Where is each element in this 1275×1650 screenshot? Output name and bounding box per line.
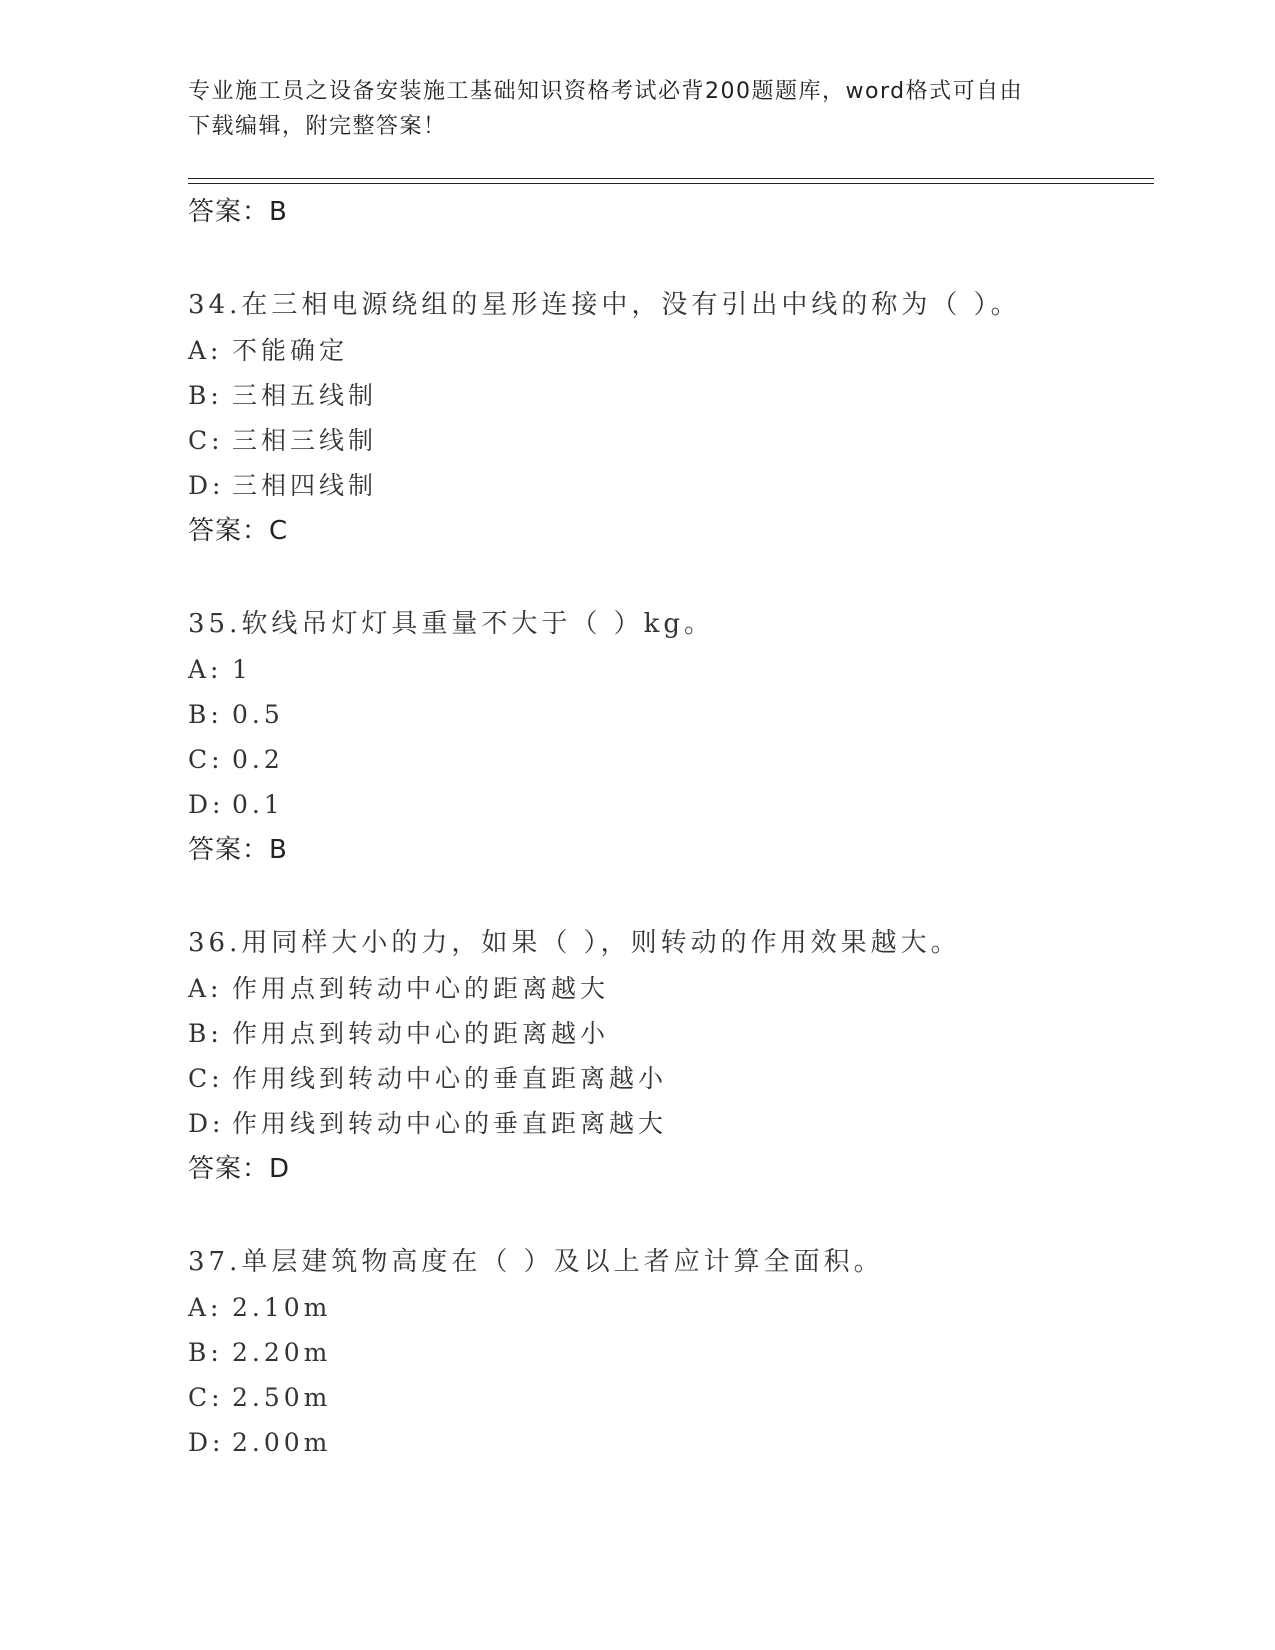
option-c [188,1056,1148,1101]
option-letter: C: [188,426,224,455]
answer-text: 答案：D [188,1154,291,1184]
option-text: 1 [232,655,252,684]
question-text: 37.单层建筑物高度在（ ）及以上者应计算全面积。 [188,1247,884,1277]
option-letter: A: [188,336,223,365]
option-text: 2.00m [232,1428,332,1457]
option-d [188,782,1148,827]
option-text: 0.2 [232,745,284,774]
option-letter: D: [188,471,225,500]
option-text: 作用线到转动中心的垂直距离越小 [232,1064,668,1093]
option-letter: D: [188,790,225,819]
option-text: 不能确定 [232,336,349,365]
option-letter: A: [188,1293,223,1322]
question-list [188,189,1148,1465]
option-text: 2.20m [232,1338,332,1367]
question-block-35 [188,601,1148,873]
document-header [188,74,1088,144]
answer-text: 答案：B [188,835,288,865]
option-a [188,328,1148,373]
header-title-line-1: 专业施工员之设备安装施工基础知识资格考试必背200题题库，word格式可自由 [188,79,1024,104]
option-c [188,1375,1148,1420]
header-divider-bottom [188,183,1154,184]
header-title-line-2: 下载编辑，附完整答案！ [188,114,447,139]
option-b [188,1011,1148,1056]
option-letter: C: [188,1383,224,1412]
header-divider-top [188,178,1154,179]
option-b [188,1330,1148,1375]
option-c [188,418,1148,463]
option-text: 作用点到转动中心的距离越小 [232,1019,610,1048]
option-letter: A: [188,974,223,1003]
option-text: 0.1 [232,790,284,819]
option-text: 作用点到转动中心的距离越大 [232,974,610,1003]
option-text: 0.5 [232,700,284,729]
option-a [188,1285,1148,1330]
option-letter: B: [188,1338,223,1367]
previous-answer: 答案：B [188,197,288,227]
option-letter: C: [188,745,224,774]
option-text: 2.10m [232,1293,332,1322]
question-text: 35.软线吊灯灯具重量不大于（ ）kg。 [188,609,715,639]
option-text: 三相五线制 [232,381,378,410]
option-d [188,463,1148,508]
question-text: 36.用同样大小的力，如果（ ），则转动的作用效果越大。 [188,928,961,958]
option-letter: D: [188,1428,225,1457]
option-b [188,373,1148,418]
option-b [188,692,1148,737]
option-letter: C: [188,1064,224,1093]
question-block-34 [188,282,1148,554]
question-text: 34.在三相电源绕组的星形连接中，没有引出中线的称为（ ）。 [188,290,1021,320]
option-letter: B: [188,381,223,410]
answer-text: 答案：C [188,516,289,546]
option-a [188,966,1148,1011]
option-d [188,1420,1148,1465]
option-letter: B: [188,700,223,729]
option-text: 三相四线制 [232,471,378,500]
question-block-36 [188,920,1148,1192]
option-a [188,647,1148,692]
option-letter: A: [188,655,223,684]
option-d [188,1101,1148,1146]
option-c [188,737,1148,782]
question-block-37 [188,1239,1148,1465]
option-text: 2.50m [232,1383,332,1412]
option-letter: B: [188,1019,223,1048]
option-text: 作用线到转动中心的垂直距离越大 [232,1109,668,1138]
option-text: 三相三线制 [232,426,378,455]
option-letter: D: [188,1109,225,1138]
